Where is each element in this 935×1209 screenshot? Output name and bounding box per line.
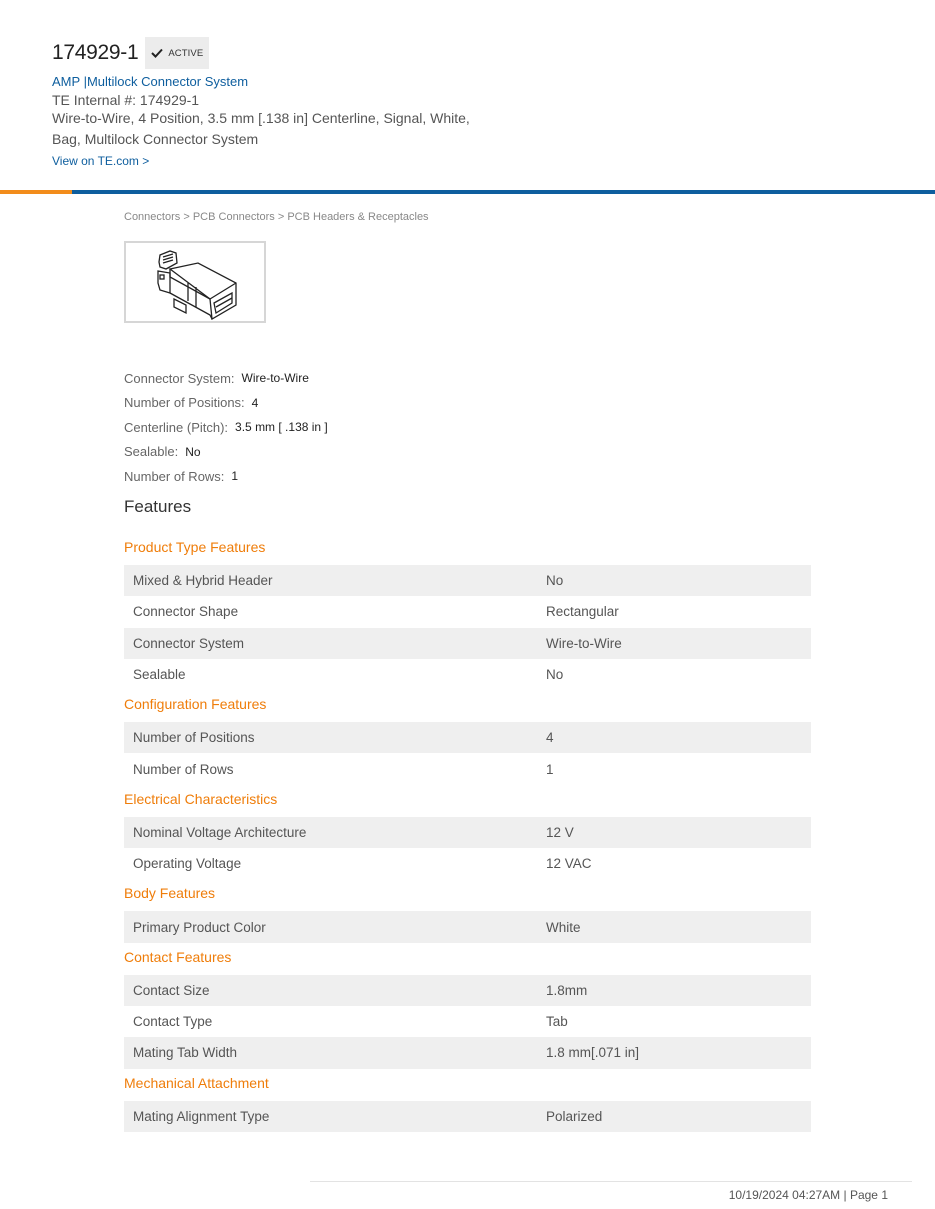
table-row xyxy=(124,817,811,848)
summary-label: Number of Positions: xyxy=(124,395,245,411)
breadcrumb-separator: > xyxy=(183,211,190,223)
section-title: Contact Features xyxy=(124,948,232,965)
summary-row xyxy=(124,415,328,440)
feature-section xyxy=(124,947,811,1069)
features-heading: Features xyxy=(124,497,192,516)
attribute-value: Wire-to-Wire xyxy=(546,635,622,651)
feature-section xyxy=(124,1073,811,1132)
feature-section xyxy=(124,694,811,785)
feature-section xyxy=(124,789,811,880)
summary-row xyxy=(124,391,328,416)
brand-line xyxy=(52,74,752,89)
header-divider-accent xyxy=(0,190,72,194)
product-line-link[interactable]: Multilock Connector System xyxy=(86,74,249,89)
summary-value: 3.5 mm [ .138 in ] xyxy=(235,420,328,435)
attribute-value: 12 V xyxy=(546,824,574,840)
header-divider xyxy=(0,190,935,194)
attribute-name: Contact Size xyxy=(133,982,210,998)
table-row xyxy=(124,722,811,753)
brand-link[interactable]: AMP xyxy=(52,74,80,89)
product-header xyxy=(52,36,752,168)
breadcrumb-item[interactable]: Connectors xyxy=(124,211,181,223)
table-row xyxy=(124,565,811,596)
product-image xyxy=(124,241,266,323)
attribute-name: Number of Positions xyxy=(133,730,255,746)
section-title: Mechanical Attachment xyxy=(124,1074,269,1091)
table-row xyxy=(124,628,811,659)
table-row xyxy=(124,596,811,627)
breadcrumb-item[interactable]: PCB Connectors xyxy=(192,211,275,223)
summary-label: Number of Rows: xyxy=(124,468,225,484)
description-line: Bag, Multilock Connector System xyxy=(52,130,259,147)
checkmark-icon xyxy=(151,48,163,58)
table-row xyxy=(124,1006,811,1037)
summary-row xyxy=(124,440,328,465)
view-on-te-link[interactable]: View on TE.com > xyxy=(52,154,150,168)
title-row xyxy=(52,36,752,70)
part-number: 174929-1 xyxy=(52,41,139,64)
summary-label: Centerline (Pitch): xyxy=(124,419,229,435)
attribute-name: Contact Type xyxy=(133,1014,213,1030)
table-row xyxy=(124,753,811,784)
attribute-value: No xyxy=(546,667,564,683)
product-description xyxy=(52,108,482,149)
attribute-value: 1.8 mm[.071 in] xyxy=(546,1045,640,1061)
description-line: Wire-to-Wire, 4 Position, 3.5 mm [.138 in] Centerline, Signal, White, xyxy=(52,110,470,126)
attribute-value: Tab xyxy=(546,1014,568,1030)
footer-timestamp-page: 10/19/2024 04:27AM | Page 1 xyxy=(728,1188,888,1202)
section-title: Electrical Characteristics xyxy=(124,790,278,807)
key-attributes xyxy=(124,366,328,489)
table-row xyxy=(124,848,811,879)
attribute-name: Nominal Voltage Architecture xyxy=(133,824,307,840)
attribute-value: 1 xyxy=(546,761,554,777)
attribute-value: Rectangular xyxy=(546,604,619,620)
attribute-value: No xyxy=(546,573,564,589)
attribute-value: 12 VAC xyxy=(546,856,592,872)
summary-value: Wire-to-Wire xyxy=(241,371,309,386)
attribute-name: Mating Tab Width xyxy=(133,1045,238,1061)
summary-row xyxy=(124,366,328,391)
attribute-name: Primary Product Color xyxy=(133,919,266,935)
feature-section xyxy=(124,537,811,690)
breadcrumb xyxy=(124,211,429,223)
section-title: Configuration Features xyxy=(124,696,267,713)
attribute-name: Number of Rows xyxy=(133,761,234,777)
section-title: Body Features xyxy=(124,885,216,902)
attribute-name: Mating Alignment Type xyxy=(133,1108,270,1124)
attribute-name: Connector Shape xyxy=(133,604,239,620)
attribute-name: Mixed & Hybrid Header xyxy=(133,573,273,589)
attribute-name: Sealable xyxy=(133,667,186,683)
table-row xyxy=(124,975,811,1006)
breadcrumb-separator: > xyxy=(277,211,285,223)
attribute-value: Polarized xyxy=(546,1108,603,1124)
breadcrumb-item[interactable]: PCB Headers & Receptacles xyxy=(287,211,429,223)
summary-label: Connector System: xyxy=(124,370,235,386)
attribute-value: 4 xyxy=(546,730,554,746)
table-row xyxy=(124,1101,811,1132)
attribute-value: 1.8mm xyxy=(546,982,588,998)
table-row xyxy=(124,1037,811,1068)
table-row xyxy=(124,659,811,690)
feature-section xyxy=(124,883,811,942)
summary-value: No xyxy=(185,444,201,459)
feature-sections xyxy=(124,537,811,1136)
attribute-name: Connector System xyxy=(133,635,245,651)
attribute-name: Operating Voltage xyxy=(133,856,242,872)
table-row xyxy=(124,911,811,942)
summary-value: 1 xyxy=(231,469,239,484)
internal-number: TE Internal #: 174929-1 xyxy=(52,92,200,108)
status-badge xyxy=(145,37,209,69)
section-title: Product Type Features xyxy=(124,539,266,555)
brand-separator: | xyxy=(83,74,87,89)
connector-drawing xyxy=(126,243,264,321)
summary-row xyxy=(124,464,328,489)
footer-divider xyxy=(310,1181,912,1182)
summary-label: Sealable: xyxy=(124,444,179,460)
attribute-value: White xyxy=(546,919,581,935)
status-text: ACTIVE xyxy=(168,47,204,59)
summary-value: 4 xyxy=(251,395,259,410)
